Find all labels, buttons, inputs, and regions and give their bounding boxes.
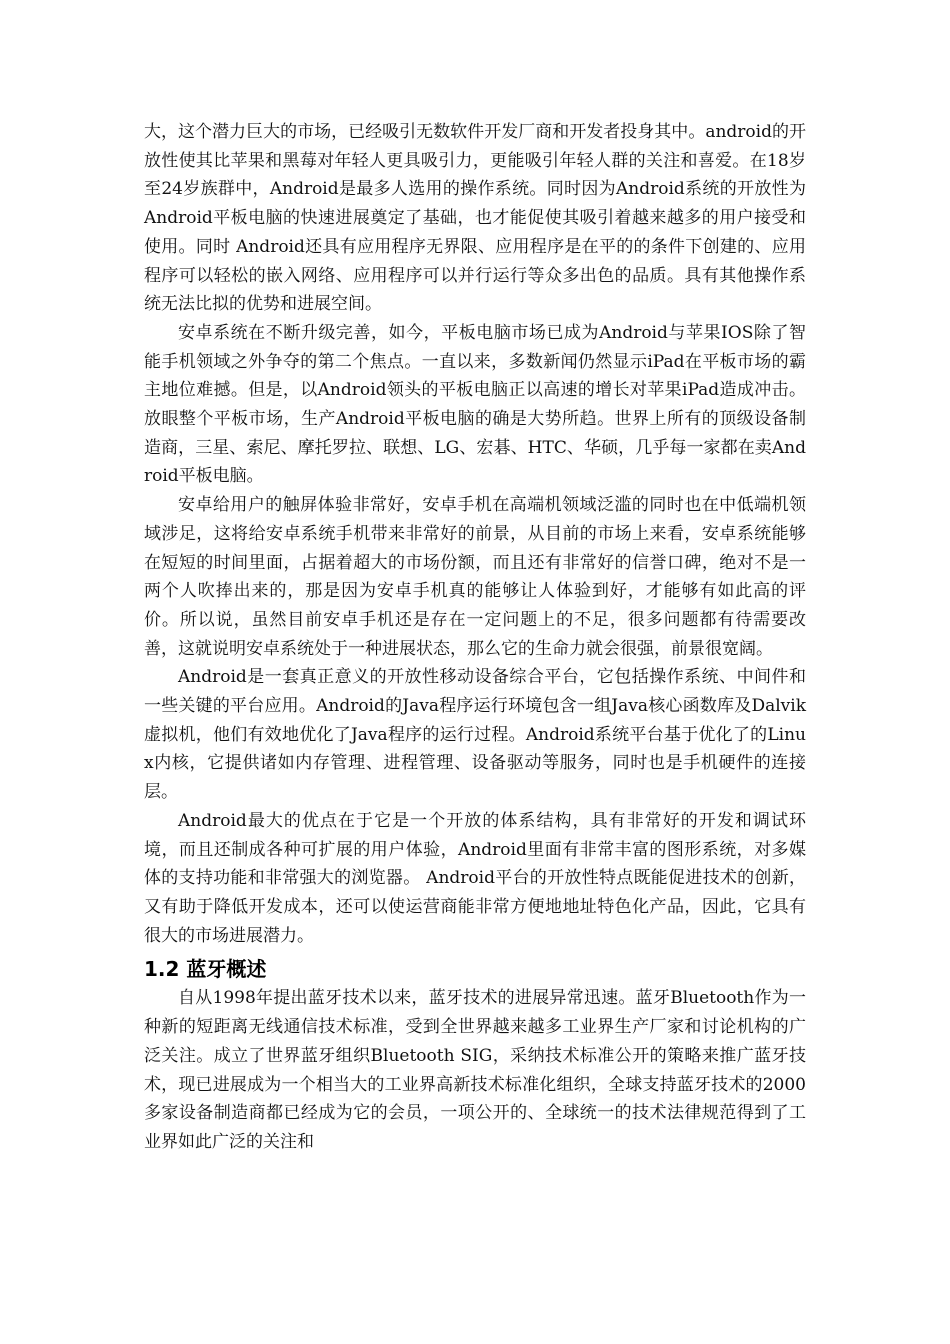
section-heading-bluetooth: 1.2 蓝牙概述	[144, 957, 267, 982]
paragraph-android-market-continued: 大，这个潜力巨大的市场，已经吸引无数软件开发厂商和开发者投身其中。android的开放性使其比苹果和黑莓对年轻人更具吸引力，更能吸引年轻人群的关注和喜爱。在18岁至24岁族群中，Android是最多人选用的操作系统。同时因为Android系统的开放性为Android平板电脑的快速进展奠定了基础，也才能促使其吸引着越来越多的用户接受和使用。同时 Android还具有应用程序无界限、应用程序是在平的的条件下创建的、应用程序可以轻松的嵌入网络、应用程序可以并行运行等众多出色的品质。具有其他操作系统无法比拟的优势和进展空间。	[144, 122, 806, 315]
paragraph-bluetooth-intro: 自从1998年提出蓝牙技术以来，蓝牙技术的进展异常迅速。蓝牙Bluetooth作为一种新的短距离无线通信技术标准，受到全世界越来越多工业界生产厂家和讨论机构的广泛关注。成立了世界蓝牙组织Bluetooth SIG，采纳技术标准公开的策略来推广蓝牙技术，现已进展成为一个相当大的工业界高新技术标准化组织，全球支持蓝牙技术的2000多家设备制造商都已经成为它的会员，一项公开的、全球统一的技术法律规范得到了工业界如此广泛的关注和	[144, 988, 806, 1152]
paragraph-android-touch-experience: 安卓给用户的触屏体验非常好，安卓手机在高端机领域泛滥的同时也在中低端机领域涉足，这将给安卓系统手机带来非常好的前景，从目前的市场上来看，安卓系统能够在短短的时间里面，占据着超大的市场份额，而且还有非常好的信誉口碑，绝对不是一两个人吹捧出来的，那是因为安卓手机真的能够让人体验到好，才能够有如此高的评价。所以说，虽然目前安卓手机还是存在一定问题上的不足，很多问题都有待需要改善，这就说明安卓系统处于一种进展状态，那么它的生命力就会很强，前景很宽阔。	[144, 495, 806, 659]
paragraph-android-tablets: 安卓系统在不断升级完善，如今，平板电脑市场已成为Android与苹果IOS除了智能手机领域之外争夺的第二个焦点。一直以来，多数新闻仍然显示iPad在平板市场的霸主地位难撼。但是，以Android领头的平板电脑正以高速的增长对苹果iPad造成冲击。放眼整个平板市场，生产Android平板电脑的确是大势所趋。世界上所有的顶级设备制造商，三星、索尼、摩托罗拉、联想、LG、宏碁、HTC、华硕，几乎每一家都在卖Android平板电脑。	[144, 322, 806, 487]
paragraph-android-platform: Android是一套真正意义的开放性移动设备综合平台，它包括操作系统、中间件和一些关键的平台应用。Android的Java程序运行环境包含一组Java核心函数库及Dalvik虚拟机，他们有效地优化了Java程序的运行过程。Android系统平台基于优化了的Linux内核，它提供诸如内存管理、进程管理、设备驱动等服务，同时也是手机硬件的连接层。	[144, 667, 806, 803]
paragraph-android-advantages: Android最大的优点在于它是一个开放的体系结构，具有非常好的开发和调试环境，而且还制成各种可扩展的用户体验，Android里面有非常丰富的图形系统，对多媒体的支持功能和非常强大的浏览器。 Android平台的开放性特点既能促进技术的创新，又有助于降低开发成本，还可以使运营商能非常方便地地址特色化产品，因此，它具有很大的市场进展潜力。	[144, 810, 806, 946]
document-page	[144, 118, 806, 1157]
